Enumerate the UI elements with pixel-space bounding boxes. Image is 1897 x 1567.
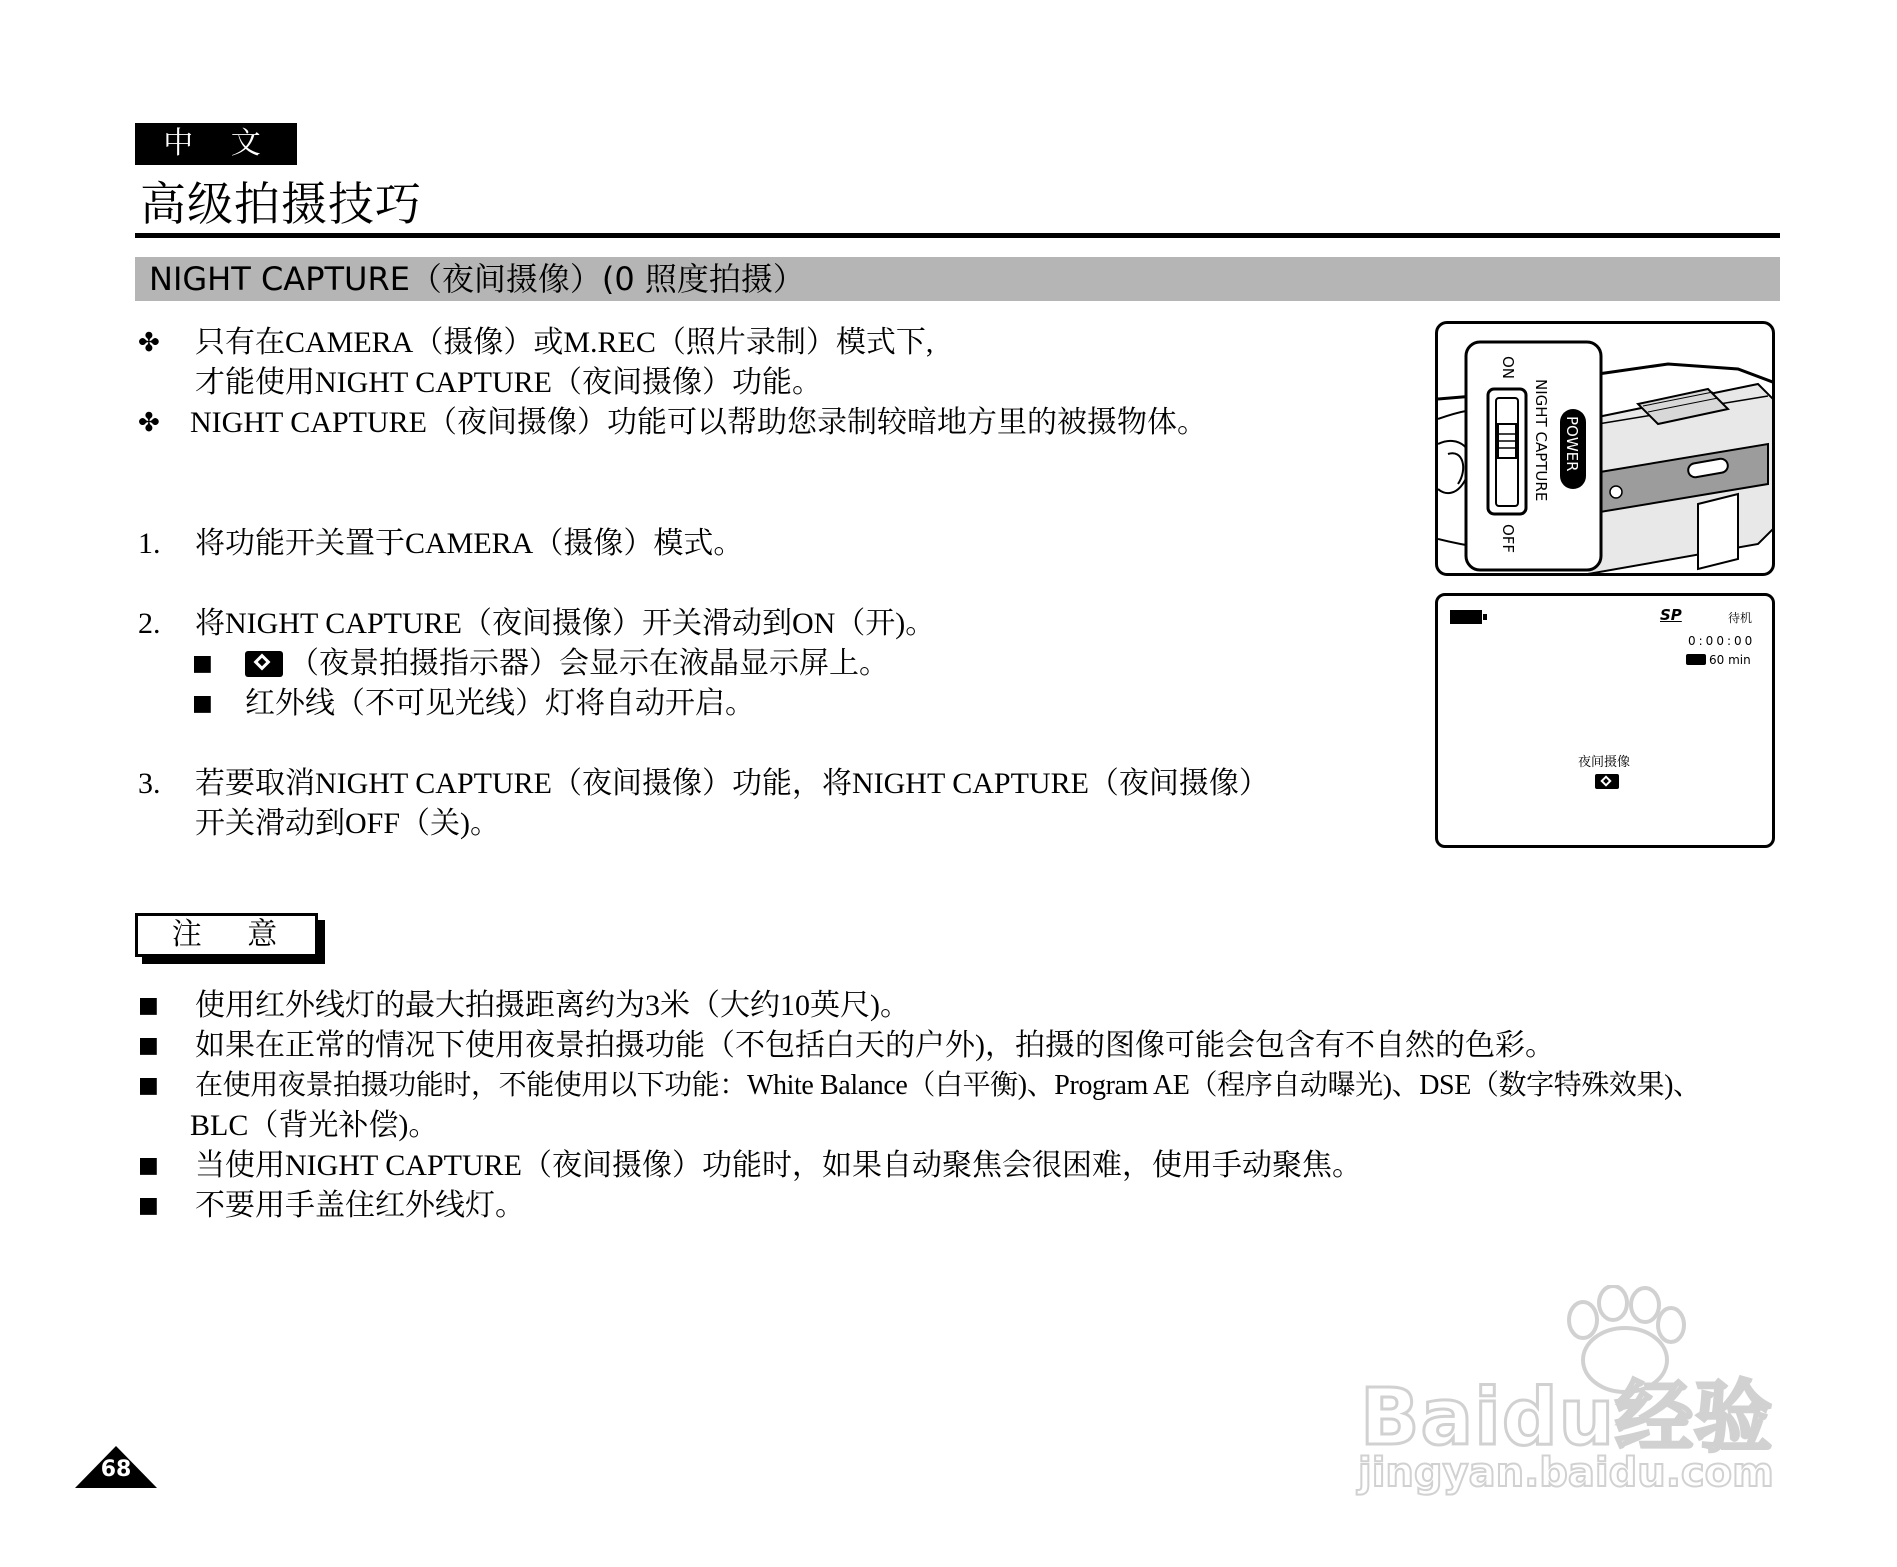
watermark-url: jingyan.baidu.com (1358, 1450, 1774, 1496)
baidu-watermark (1350, 1285, 1820, 1515)
note-3-line-1: 在使用夜景拍摄功能时，不能使用以下功能：White Balance（白平衡)、Program AE（程序自动曝光)、DSE（数字特殊效果)、 (195, 1070, 1701, 1101)
step-number-1: 1. (138, 527, 161, 560)
lcd-screen-illustration (1435, 593, 1775, 848)
note-2: 如果在正常的情况下使用夜景拍摄功能（不包括白天的户外)，拍摄的图像可能会包含有不自然的色彩。 (195, 1029, 1555, 1062)
tape-remaining-text: 60 min (1709, 653, 1751, 667)
note-4: 当使用NIGHT CAPTURE（夜间摄像）功能时，如果自动聚焦会很困难，使用手动聚焦。 (195, 1149, 1362, 1182)
clover-bullet-icon: ✤ (138, 408, 160, 438)
note-heading: 注 意 (135, 913, 318, 957)
tape-speed-indicator: SP (1660, 606, 1682, 624)
intro-item-1-line-2: 才能使用NIGHT CAPTURE（夜间摄像）功能。 (195, 366, 822, 399)
switch-on-label: ON (1499, 356, 1517, 380)
camera-switch-illustration (1435, 321, 1775, 576)
night-capture-icon (245, 651, 283, 677)
note-5: 不要用手盖住红外线灯。 (195, 1189, 525, 1222)
watermark-brand: Baidu经验 (1360, 1373, 1774, 1463)
step-2-sub-1-text: （夜景拍摄指示器）会显示在液晶显示屏上。 (289, 647, 889, 680)
step-3-line-1: 若要取消NIGHT CAPTURE（夜间摄像）功能，将NIGHT CAPTURE（夜间摄像） (195, 767, 1269, 800)
step-number-2: 2. (138, 607, 161, 640)
note-3-line-2: BLC（背光补偿)。 (190, 1109, 439, 1142)
camcorder-drawing (1438, 324, 1775, 576)
intro-item-2: NIGHT CAPTURE（夜间摄像）功能可以帮助您录制较暗地方里的被摄物体。 (190, 406, 1207, 439)
tape-icon (1686, 654, 1706, 665)
square-bullet-icon: ■ (192, 651, 213, 676)
intro-item-1-line-1: 只有在CAMERA（摄像）或M.REC（照片录制）模式下, (195, 326, 934, 359)
lcd-timecode: 0:00:00 (1688, 634, 1756, 648)
clover-bullet-icon: ✤ (138, 328, 160, 358)
note-1: 使用红外线灯的最大拍摄距离约为3米（大约10英尺)。 (195, 989, 910, 1022)
step-1-text: 将功能开关置于CAMERA（摄像）模式。 (195, 527, 744, 560)
step-2-text: 将NIGHT CAPTURE（夜间摄像）开关滑动到ON（开)。 (195, 607, 936, 640)
section-heading: NIGHT CAPTURE（夜间摄像）(0 照度拍摄） (135, 257, 1780, 301)
switch-off-label: OFF (1499, 524, 1517, 554)
square-bullet-icon: ■ (138, 993, 159, 1018)
lcd-status-text: 待机 (1728, 611, 1753, 625)
square-bullet-icon: ■ (192, 691, 213, 716)
page-number: 68 (100, 1457, 132, 1482)
lcd-mode-text: 夜间摄像 (1578, 755, 1631, 770)
night-capture-icon (1595, 774, 1619, 789)
square-bullet-icon: ■ (138, 1193, 159, 1218)
square-bullet-icon: ■ (138, 1073, 159, 1098)
step-number-3: 3. (138, 767, 161, 800)
lcd-tape-remaining (1686, 653, 1751, 667)
language-tag: 中 文 (135, 123, 297, 165)
battery-icon (1450, 610, 1482, 624)
page-title: 高级拍摄技巧 (140, 177, 422, 231)
step-3-line-2: 开关滑动到OFF（关)。 (195, 807, 501, 840)
switch-name-label: NIGHT CAPTURE (1532, 379, 1550, 502)
title-divider (135, 233, 1780, 238)
step-2-sub-2: 红外线（不可见光线）灯将自动开启。 (245, 687, 755, 720)
square-bullet-icon: ■ (138, 1033, 159, 1058)
square-bullet-icon: ■ (138, 1153, 159, 1178)
power-label: POWER (1563, 416, 1581, 472)
step-2-sub-1 (245, 645, 889, 683)
